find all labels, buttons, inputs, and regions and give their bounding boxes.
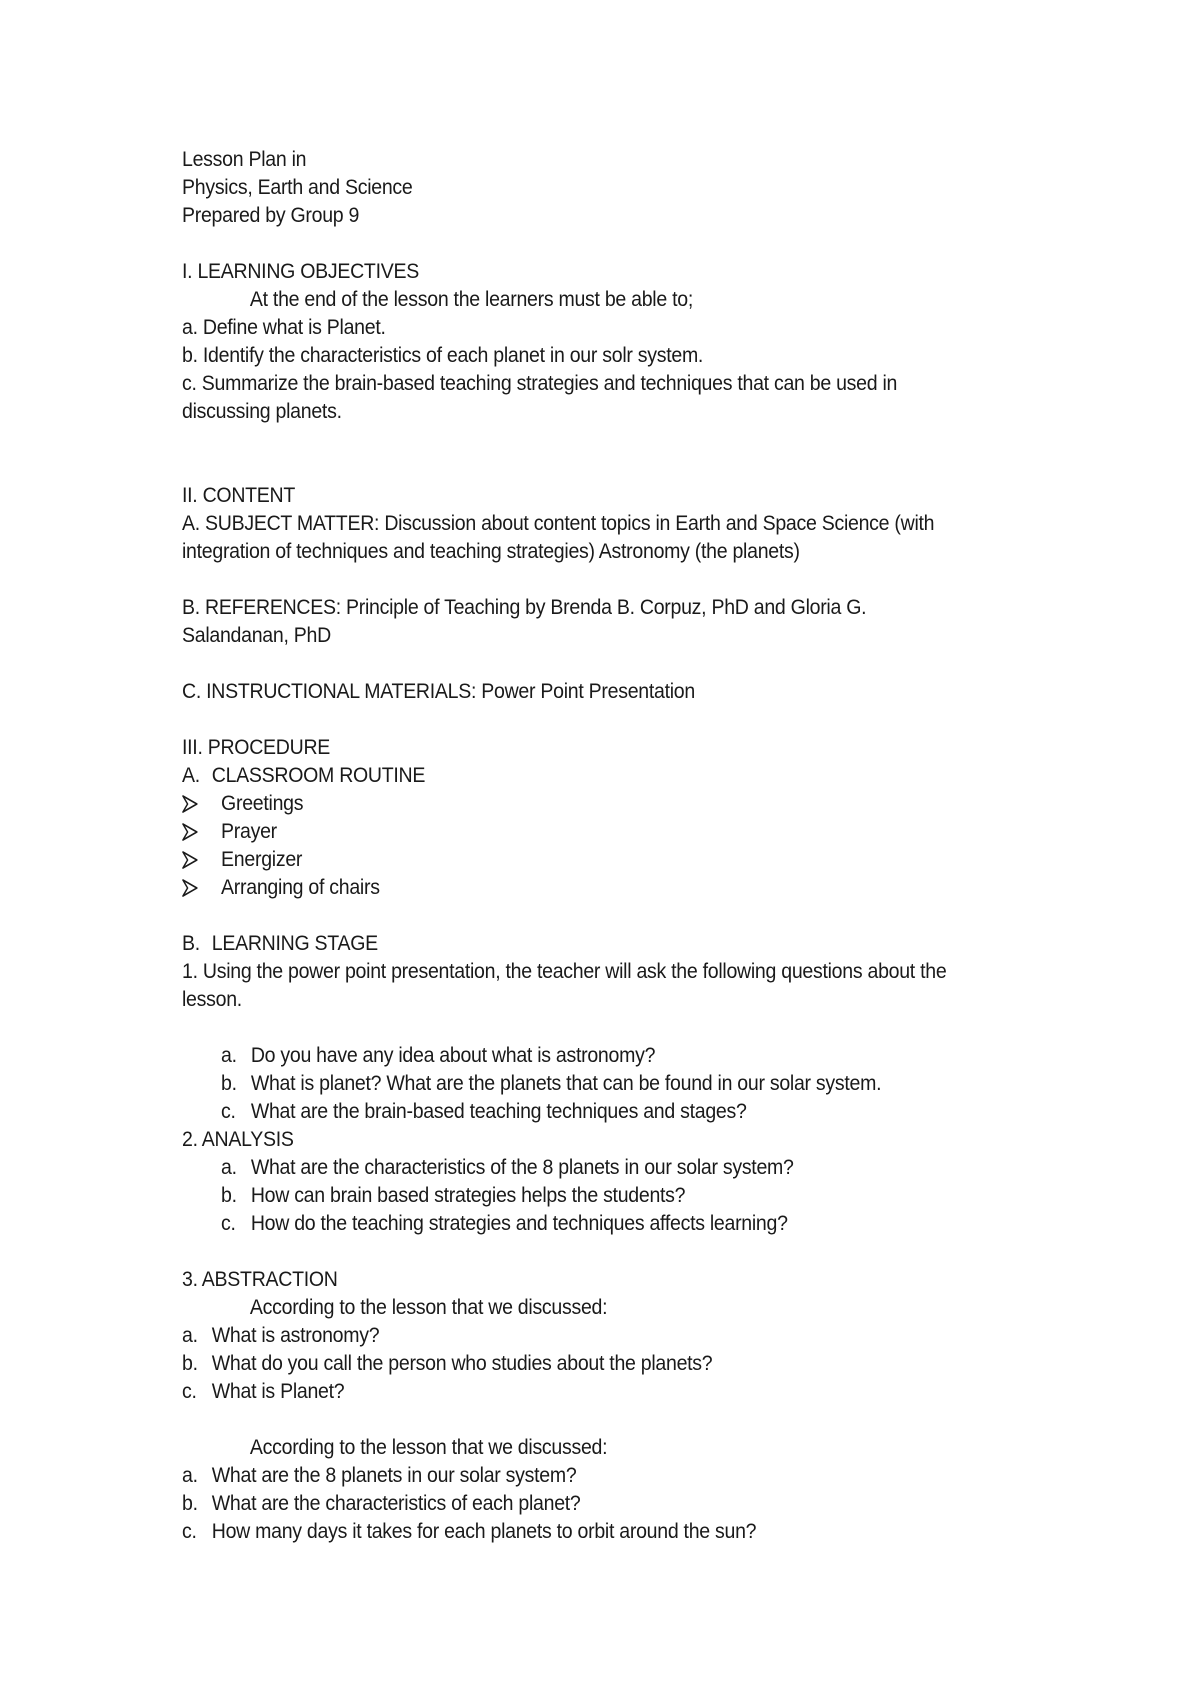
question-item (182, 1070, 963, 1098)
abstraction-heading: 3. ABSTRACTION (182, 1268, 338, 1291)
question-text: What do you call the person who studies about the planets? (211, 1352, 713, 1375)
procedure-heading: III. PROCEDURE (182, 736, 331, 759)
question-text: What are the characteristics of the 8 planets in our solar system? (250, 1156, 794, 1179)
abstraction-intro: According to the lesson that we discussed: (249, 1296, 608, 1319)
question-label: a. (221, 1044, 237, 1067)
arrowhead-bullet-icon (182, 851, 198, 869)
section-label: B. (182, 932, 200, 955)
question-text: What is Planet? (211, 1380, 345, 1403)
list-item (182, 818, 963, 846)
question-item (182, 1518, 963, 1546)
question-label: b. (221, 1184, 237, 1207)
classroom-routine-heading (182, 762, 963, 790)
subject-matter: integration of techniques and teaching strategies) Astronomy (the planets) (182, 540, 800, 563)
question-item (182, 1042, 963, 1070)
question-label: b. (182, 1352, 198, 1375)
question-item (182, 1322, 963, 1350)
arrowhead-bullet-icon (182, 879, 198, 897)
objective-item: discussing planets. (182, 400, 342, 423)
question-item (182, 1490, 963, 1518)
routine-item: Arranging of chairs (221, 876, 380, 899)
question-label: b. (182, 1492, 198, 1515)
question-item (182, 1462, 963, 1490)
objective-item: a. Define what is Planet. (182, 316, 386, 339)
doc-prepared-by: Prepared by Group 9 (182, 204, 360, 227)
question-label: c. (221, 1100, 236, 1123)
question-text: What are the characteristics of each planet? (211, 1492, 581, 1515)
references: B. REFERENCES: Principle of Teaching by Brenda B. Corpuz, PhD and Gloria G. (182, 596, 867, 619)
objective-item: b. Identify the characteristics of each planet in our solr system. (182, 344, 704, 367)
question-item (182, 1098, 963, 1126)
question-text: What are the brain-based teaching techniques and stages? (250, 1100, 747, 1123)
learning-stage-heading (182, 930, 963, 958)
section-title: LEARNING STAGE (211, 932, 378, 955)
analysis-heading: 2. ANALYSIS (182, 1128, 294, 1151)
question-item (182, 1154, 963, 1182)
arrowhead-bullet-icon (182, 823, 198, 841)
question-label: c. (221, 1212, 236, 1235)
question-text: What is astronomy? (211, 1324, 380, 1347)
question-item (182, 1182, 963, 1210)
question-item (182, 1350, 963, 1378)
instructional-materials: C. INSTRUCTIONAL MATERIALS: Power Point Presentation (182, 680, 695, 703)
content-heading: II. CONTENT (182, 484, 296, 507)
abstraction-intro: According to the lesson that we discussed: (249, 1436, 608, 1459)
list-item (182, 846, 963, 874)
question-label: c. (182, 1520, 197, 1543)
question-text: How can brain based strategies helps the students? (250, 1184, 686, 1207)
question-text: How do the teaching strategies and techniques affects learning? (250, 1212, 788, 1235)
question-item (182, 1378, 963, 1406)
routine-item: Greetings (221, 792, 304, 815)
doc-title-line-2: Physics, Earth and Science (182, 176, 413, 199)
question-label: a. (182, 1324, 198, 1347)
doc-title-line-1: Lesson Plan in (182, 148, 307, 171)
section-label: A. (182, 764, 200, 787)
question-text: What are the 8 planets in our solar system? (211, 1464, 577, 1487)
document-body (182, 146, 963, 1546)
question-text: What is planet? What are the planets that can be found in our solar system. (250, 1072, 882, 1095)
question-item (182, 1210, 963, 1238)
question-label: a. (221, 1156, 237, 1179)
subject-matter: A. SUBJECT MATTER: Discussion about content topics in Earth and Space Science (with (182, 512, 935, 535)
arrowhead-bullet-icon (182, 795, 198, 813)
question-text: Do you have any idea about what is astronomy? (250, 1044, 656, 1067)
question-label: b. (221, 1072, 237, 1095)
references: Salandanan, PhD (182, 624, 331, 647)
question-text: How many days it takes for each planets to orbit around the sun? (211, 1520, 757, 1543)
section-title: CLASSROOM ROUTINE (211, 764, 426, 787)
list-item (182, 874, 963, 902)
learning-stage-intro: 1. Using the power point presentation, the teacher will ask the following questions about the (182, 960, 947, 983)
question-label: a. (182, 1464, 198, 1487)
objectives-intro: At the end of the lesson the learners must be able to; (249, 288, 693, 311)
list-item (182, 790, 963, 818)
routine-item: Energizer (221, 848, 303, 871)
objective-item: c. Summarize the brain-based teaching strategies and techniques that can be used in (182, 372, 898, 395)
question-label: c. (182, 1380, 197, 1403)
learning-stage-intro: lesson. (182, 988, 242, 1011)
objectives-heading: I. LEARNING OBJECTIVES (182, 260, 419, 283)
routine-item: Prayer (221, 820, 277, 843)
